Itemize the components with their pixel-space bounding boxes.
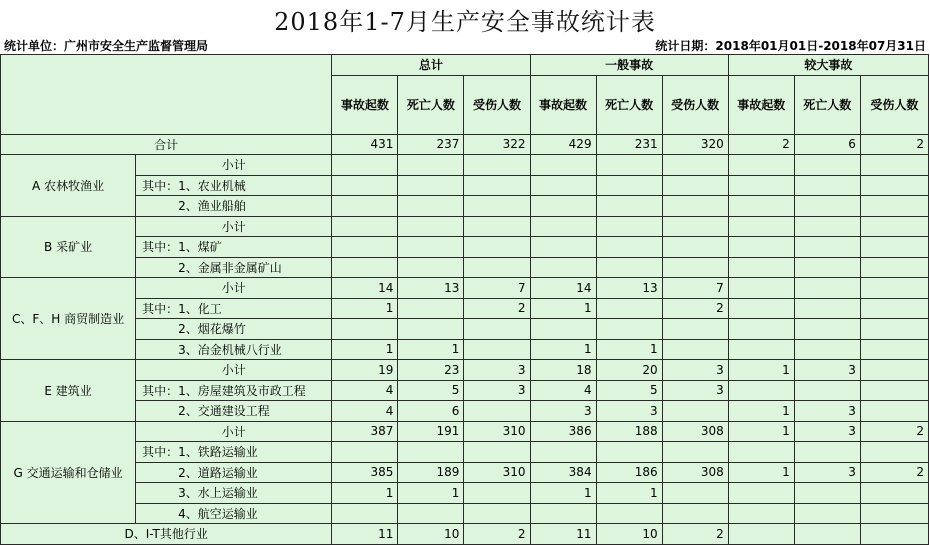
value-cell [398,319,464,340]
value-cell: 4 [530,380,596,401]
value-cell [728,278,794,299]
value-cell: 20 [596,360,662,381]
value-cell: 1 [332,339,398,360]
value-cell: 429 [530,134,596,155]
table-row [1,155,929,176]
value-cell [794,483,860,504]
table-row [1,421,929,442]
value-cell [728,196,794,217]
value-cell: 189 [398,462,464,483]
value-cell: 1 [596,483,662,504]
col-header-injuries: 受伤人数 [860,75,928,134]
value-cell: 431 [332,134,398,155]
value-cell [596,298,662,319]
value-cell: 10 [596,524,662,545]
value-cell [596,237,662,258]
value-cell: 1 [332,483,398,504]
value-cell: 18 [530,360,596,381]
industry-category: E 建筑业 [1,360,136,422]
statistics-date: 统计日期：2018年01月01日-2018年07月31日 [655,39,926,53]
industry-category: A 农林牧渔业 [1,155,136,217]
value-cell [860,401,928,422]
value-cell [530,175,596,196]
value-cell: 387 [332,421,398,442]
value-cell [464,503,530,524]
value-cell: 1 [398,339,464,360]
value-cell: 7 [464,278,530,299]
industry-category: B 采矿业 [1,216,136,278]
value-cell [332,257,398,278]
value-cell [728,339,794,360]
value-cell: 2 [860,462,928,483]
value-cell [530,237,596,258]
col-header-accidents: 事故起数 [332,75,398,134]
col-header-deaths: 死亡人数 [596,75,662,134]
value-cell: 6 [398,401,464,422]
value-cell [596,155,662,176]
industry-category: C、F、H 商贸制造业 [1,278,136,360]
value-cell: 1 [728,360,794,381]
table-row [1,298,929,319]
value-cell [860,319,928,340]
table-row [1,462,929,483]
table-row [1,339,929,360]
value-cell: 186 [596,462,662,483]
value-cell: 2 [662,524,728,545]
row-label: 小计 [136,278,332,299]
value-cell [464,319,530,340]
value-cell: 3 [464,360,530,381]
value-cell [332,442,398,463]
value-cell [860,380,928,401]
value-cell: 310 [464,462,530,483]
value-cell [530,216,596,237]
value-cell: 385 [332,462,398,483]
row-label: 2、道路运输业 [136,462,332,483]
total-row [1,134,929,155]
value-cell [662,155,728,176]
total-label: 合计 [1,134,332,155]
value-cell [728,257,794,278]
table-row [1,483,929,504]
value-cell [332,155,398,176]
table-row [1,175,929,196]
value-cell [860,503,928,524]
value-cell: 2 [860,421,928,442]
value-cell [398,442,464,463]
value-cell: 4 [332,401,398,422]
table-row [1,503,929,524]
row-label: 其中：1、铁路运输业 [136,442,332,463]
statistics-unit: 统计单位：广州市安全生产监督管理局 [4,39,209,53]
value-cell [662,257,728,278]
value-cell [794,380,860,401]
value-cell [794,339,860,360]
table-row [1,278,929,299]
value-cell [860,196,928,217]
value-cell [332,216,398,237]
value-cell: 2 [464,298,530,319]
value-cell [728,319,794,340]
col-header-injuries: 受伤人数 [464,75,530,134]
value-cell [332,319,398,340]
value-cell: 13 [398,278,464,299]
value-cell [332,196,398,217]
value-cell [794,237,860,258]
value-cell [464,216,530,237]
value-cell: 10 [398,524,464,545]
row-label: 3、水上运输业 [136,483,332,504]
page-title: 2018年1-7月生产安全事故统计表 [274,8,656,36]
value-cell: 308 [662,462,728,483]
value-cell: 14 [530,278,596,299]
value-cell [530,319,596,340]
value-cell: 1 [728,462,794,483]
value-cell [332,503,398,524]
value-cell [530,257,596,278]
value-cell [728,155,794,176]
value-cell: 384 [530,462,596,483]
value-cell: 23 [398,360,464,381]
value-cell [596,196,662,217]
value-cell: 1 [728,401,794,422]
value-cell: 3 [794,401,860,422]
value-cell: 1 [596,339,662,360]
value-cell [860,155,928,176]
value-cell [662,503,728,524]
value-cell: 308 [662,421,728,442]
group-header-row [1,55,929,76]
value-cell [860,360,928,381]
value-cell [530,503,596,524]
value-cell: 2 [464,524,530,545]
row-label: 3、冶金机械八行业 [136,339,332,360]
value-cell [662,483,728,504]
group-header-total: 总计 [332,55,530,76]
value-cell [464,155,530,176]
value-cell: 2 [662,298,728,319]
value-cell: 7 [662,278,728,299]
value-cell: 11 [530,524,596,545]
value-cell [596,216,662,237]
value-cell [794,196,860,217]
value-cell: 231 [596,134,662,155]
value-cell [662,175,728,196]
value-cell [794,257,860,278]
value-cell: 3 [662,360,728,381]
value-cell [794,278,860,299]
value-cell [794,175,860,196]
value-cell: 3 [464,380,530,401]
col-header-deaths: 死亡人数 [398,75,464,134]
value-cell [464,339,530,360]
value-cell [464,401,530,422]
table-row [1,257,929,278]
value-cell [728,503,794,524]
table-row [1,401,929,422]
value-cell: 13 [596,278,662,299]
row-label: 小计 [136,421,332,442]
value-cell [662,401,728,422]
value-cell [860,483,928,504]
value-cell [662,196,728,217]
value-cell: 6 [794,134,860,155]
value-cell [398,237,464,258]
other-industries-label: D、I-T其他行业 [1,524,332,545]
value-cell [530,196,596,217]
value-cell: 3 [794,421,860,442]
value-cell [794,216,860,237]
row-label: 小计 [136,155,332,176]
value-cell: 3 [794,360,860,381]
value-cell: 1 [530,339,596,360]
table-row [1,196,929,217]
corner-cell [1,55,332,135]
value-cell [398,257,464,278]
value-cell [860,257,928,278]
row-label: 其中：1、化工 [136,298,332,319]
col-header-accidents: 事故起数 [728,75,794,134]
value-cell: 11 [332,524,398,545]
row-label: 4、航空运输业 [136,503,332,524]
value-cell: 5 [398,380,464,401]
table-row [1,360,929,381]
table-row [1,237,929,258]
value-cell [794,442,860,463]
col-header-injuries: 受伤人数 [662,75,728,134]
value-cell [860,339,928,360]
value-cell [860,278,928,299]
value-cell [596,175,662,196]
value-cell: 3 [530,401,596,422]
row-label: 其中：1、煤矿 [136,237,332,258]
value-cell [464,196,530,217]
value-cell [728,216,794,237]
row-label: 2、烟花爆竹 [136,319,332,340]
value-cell [728,298,794,319]
value-cell [332,175,398,196]
value-cell: 191 [398,421,464,442]
value-cell: 1 [332,298,398,319]
value-cell [662,237,728,258]
value-cell [860,298,928,319]
value-cell: 5 [596,380,662,401]
value-cell [464,175,530,196]
value-cell: 3 [662,380,728,401]
value-cell [596,442,662,463]
table-row [1,216,929,237]
table-row [1,319,929,340]
value-cell [662,339,728,360]
value-cell [794,298,860,319]
value-cell [860,442,928,463]
value-cell [398,175,464,196]
value-cell: 3 [596,401,662,422]
value-cell [596,257,662,278]
value-cell [464,483,530,504]
row-label: 2、金属非金属矿山 [136,257,332,278]
value-cell: 4 [332,380,398,401]
value-cell: 2 [728,134,794,155]
row-label: 小计 [136,216,332,237]
value-cell [728,442,794,463]
value-cell: 188 [596,421,662,442]
value-cell [794,503,860,524]
value-cell [398,298,464,319]
value-cell [398,196,464,217]
value-cell [398,155,464,176]
row-label: 其中：1、房屋建筑及市政工程 [136,380,332,401]
table-row [1,442,929,463]
value-cell [794,319,860,340]
value-cell [860,237,928,258]
value-cell [728,175,794,196]
value-cell [332,237,398,258]
value-cell [860,175,928,196]
value-cell [398,216,464,237]
value-cell [464,442,530,463]
value-cell [596,319,662,340]
value-cell: 14 [332,278,398,299]
group-header-general: 一般事故 [530,55,728,76]
value-cell [662,319,728,340]
accident-statistics-table [0,54,929,545]
value-cell [728,237,794,258]
row-label: 2、交通建设工程 [136,401,332,422]
value-cell [662,216,728,237]
value-cell: 1 [398,483,464,504]
group-header-major: 较大事故 [728,55,928,76]
value-cell [662,442,728,463]
value-cell [464,257,530,278]
value-cell: 19 [332,360,398,381]
value-cell [596,503,662,524]
value-cell: 322 [464,134,530,155]
value-cell: 310 [464,421,530,442]
value-cell: 1 [530,483,596,504]
value-cell: 1 [728,421,794,442]
table-row [1,380,929,401]
row-label: 小计 [136,360,332,381]
value-cell: 237 [398,134,464,155]
value-cell [728,483,794,504]
value-cell [860,216,928,237]
value-cell: 2 [860,134,928,155]
value-cell: 3 [794,462,860,483]
value-cell [530,155,596,176]
value-cell [728,380,794,401]
value-cell [398,503,464,524]
value-cell: 320 [662,134,728,155]
row-label: 2、渔业船舶 [136,196,332,217]
value-cell: 1 [530,298,596,319]
value-cell [794,155,860,176]
value-cell [530,442,596,463]
value-cell: 386 [530,421,596,442]
row-label: 其中：1、农业机械 [136,175,332,196]
industry-category: G 交通运输和仓储业 [1,421,136,524]
col-header-deaths: 死亡人数 [794,75,860,134]
value-cell [464,237,530,258]
col-header-accidents: 事故起数 [530,75,596,134]
